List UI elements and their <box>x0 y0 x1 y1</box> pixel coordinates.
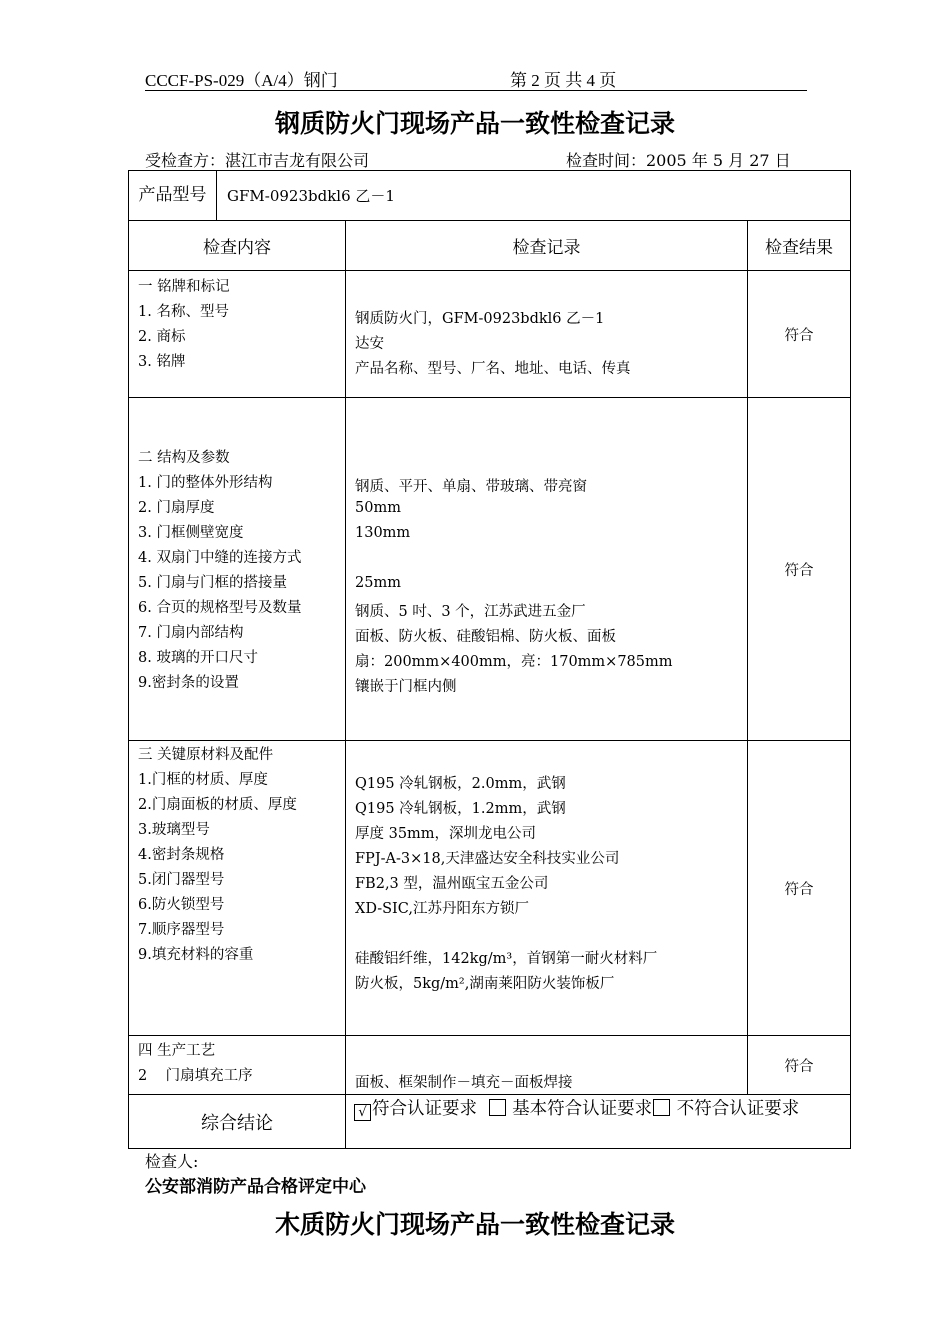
record-text: Q195 冷轧钢板，2.0mm，武钢 <box>355 776 566 792</box>
option-comply: 符合认证要求 <box>372 1099 477 1119</box>
record-text: 镶嵌于门框内侧 <box>355 679 457 695</box>
checkbox-icon[interactable] <box>489 1099 506 1116</box>
checkbox-icon[interactable] <box>653 1099 670 1116</box>
item-text: 9.密封条的设置 <box>138 675 239 691</box>
inspector-label: 检查人: <box>145 1152 199 1171</box>
doc-code: CCCF-PS-029（A/4）钢门 <box>145 71 338 90</box>
item-text: 3. 门框侧壁宽度 <box>138 525 244 541</box>
page-info: 第 2 页 共 4 页 <box>510 71 617 90</box>
option-not-comply: 不符合认证要求 <box>676 1099 800 1119</box>
item-text: 1. 门的整体外形结构 <box>138 475 273 491</box>
item-text: 6.防火锁型号 <box>138 897 225 913</box>
record-text: 钢质防火门，GFM-0923bdkl6 乙－1 <box>355 311 605 327</box>
item-text: 7. 门扇内部结构 <box>138 625 244 641</box>
result-text: 符合 <box>748 1036 851 1095</box>
result-text: 符合 <box>748 398 851 741</box>
item-text: 1. 名称、型号 <box>138 304 229 320</box>
col-header-record: 检查记录 <box>346 221 748 271</box>
product-model-label: 产品型号 <box>129 171 217 220</box>
record-text: 达安 <box>355 336 384 352</box>
table-row <box>129 398 851 741</box>
item-text: 7.顺序器型号 <box>138 922 225 938</box>
record-text: FB2,3 型，温州瓯宝五金公司 <box>355 876 549 892</box>
page-title: 钢质防火门现场产品一致性检查记录 <box>274 109 675 138</box>
record-text: 面板、框架制作－填充－面板焊接 <box>355 1075 573 1091</box>
record-text: 钢质、平开、单扇、带玻璃、带亮窗 <box>355 479 587 495</box>
record-text: 钢质、5 吋、3 个，江苏武进五金厂 <box>355 604 586 620</box>
item-text: 8. 玻璃的开口尺寸 <box>138 650 258 666</box>
next-page-title: 木质防火门现场产品一致性检查记录 <box>274 1210 675 1239</box>
result-text: 符合 <box>748 271 851 398</box>
inspection-time: 检查时间：2005 年 5 月 27 日 <box>566 151 791 170</box>
item-text: 二 结构及参数 <box>138 450 230 466</box>
record-text: Q195 冷轧钢板，1.2mm，武钢 <box>355 801 566 817</box>
item-text: 2.门扇面板的材质、厚度 <box>138 797 297 813</box>
product-model-value: GFM-0923bdkl6 乙－1 <box>227 187 395 205</box>
inspected-party: 受检查方：湛江市吉龙有限公司 <box>145 151 370 170</box>
table-row <box>129 741 851 1036</box>
page-header <box>145 66 807 91</box>
item-text: 6. 合页的规格型号及数量 <box>138 600 302 616</box>
option-basically-comply: 基本符合认证要求 <box>512 1099 653 1119</box>
item-text: 1.门框的材质、厚度 <box>138 772 268 788</box>
table-header-row <box>129 221 851 271</box>
record-text: 扇：200mm×400mm，亮：170mm×785mm <box>355 654 673 670</box>
item-text: 9.填充材料的容重 <box>138 947 254 963</box>
record-text: 50mm <box>355 500 401 516</box>
item-text: 4.密封条规格 <box>138 847 225 863</box>
item-text: 2 门扇填充工序 <box>138 1068 253 1084</box>
item-text: 3. 铭牌 <box>138 354 186 370</box>
table-row <box>129 1036 851 1095</box>
item-text: 5. 门扇与门框的搭接量 <box>138 575 287 591</box>
table-row <box>129 271 851 398</box>
organization-name: 公安部消防产品合格评定中心 <box>145 1177 366 1197</box>
record-text: 产品名称、型号、厂名、地址、电话、传真 <box>355 361 631 377</box>
item-text: 5.闭门器型号 <box>138 872 225 888</box>
checkbox-checked-icon[interactable]: √ <box>354 1104 371 1121</box>
record-text: 硅酸铝纤维，142kg/m³，首钢第一耐火材料厂 <box>355 951 658 967</box>
record-text: 25mm <box>355 575 401 591</box>
conclusion-label: 综合结论 <box>129 1095 346 1149</box>
record-text: FPJ-A-3×18,天津盛达安全科技实业公司 <box>355 851 620 867</box>
item-text: 四 生产工艺 <box>138 1043 216 1059</box>
conclusion-options <box>346 1095 851 1149</box>
inspection-table <box>128 170 851 1149</box>
item-text: 2. 门扇厚度 <box>138 500 215 516</box>
conclusion-row <box>129 1095 851 1149</box>
col-header-result: 检查结果 <box>748 221 851 271</box>
product-model-row <box>129 171 851 221</box>
item-text: 3.玻璃型号 <box>138 822 210 838</box>
item-text: 三 关键原材料及配件 <box>138 747 274 763</box>
record-text: 厚度 35mm，深圳龙电公司 <box>355 826 537 842</box>
item-text: 2. 商标 <box>138 329 186 345</box>
item-text: 一 铭牌和标记 <box>138 279 230 295</box>
record-text: XD-SIC,江苏丹阳东方锁厂 <box>355 901 529 917</box>
result-text: 符合 <box>748 741 851 1036</box>
item-text: 4. 双扇门中缝的连接方式 <box>138 550 302 566</box>
col-header-content: 检查内容 <box>129 221 346 271</box>
record-text: 130mm <box>355 525 411 541</box>
record-text: 面板、防火板、硅酸铝棉、防火板、面板 <box>355 629 616 645</box>
record-text: 防火板，5kg/m²,湖南莱阳防火装饰板厂 <box>355 976 615 992</box>
